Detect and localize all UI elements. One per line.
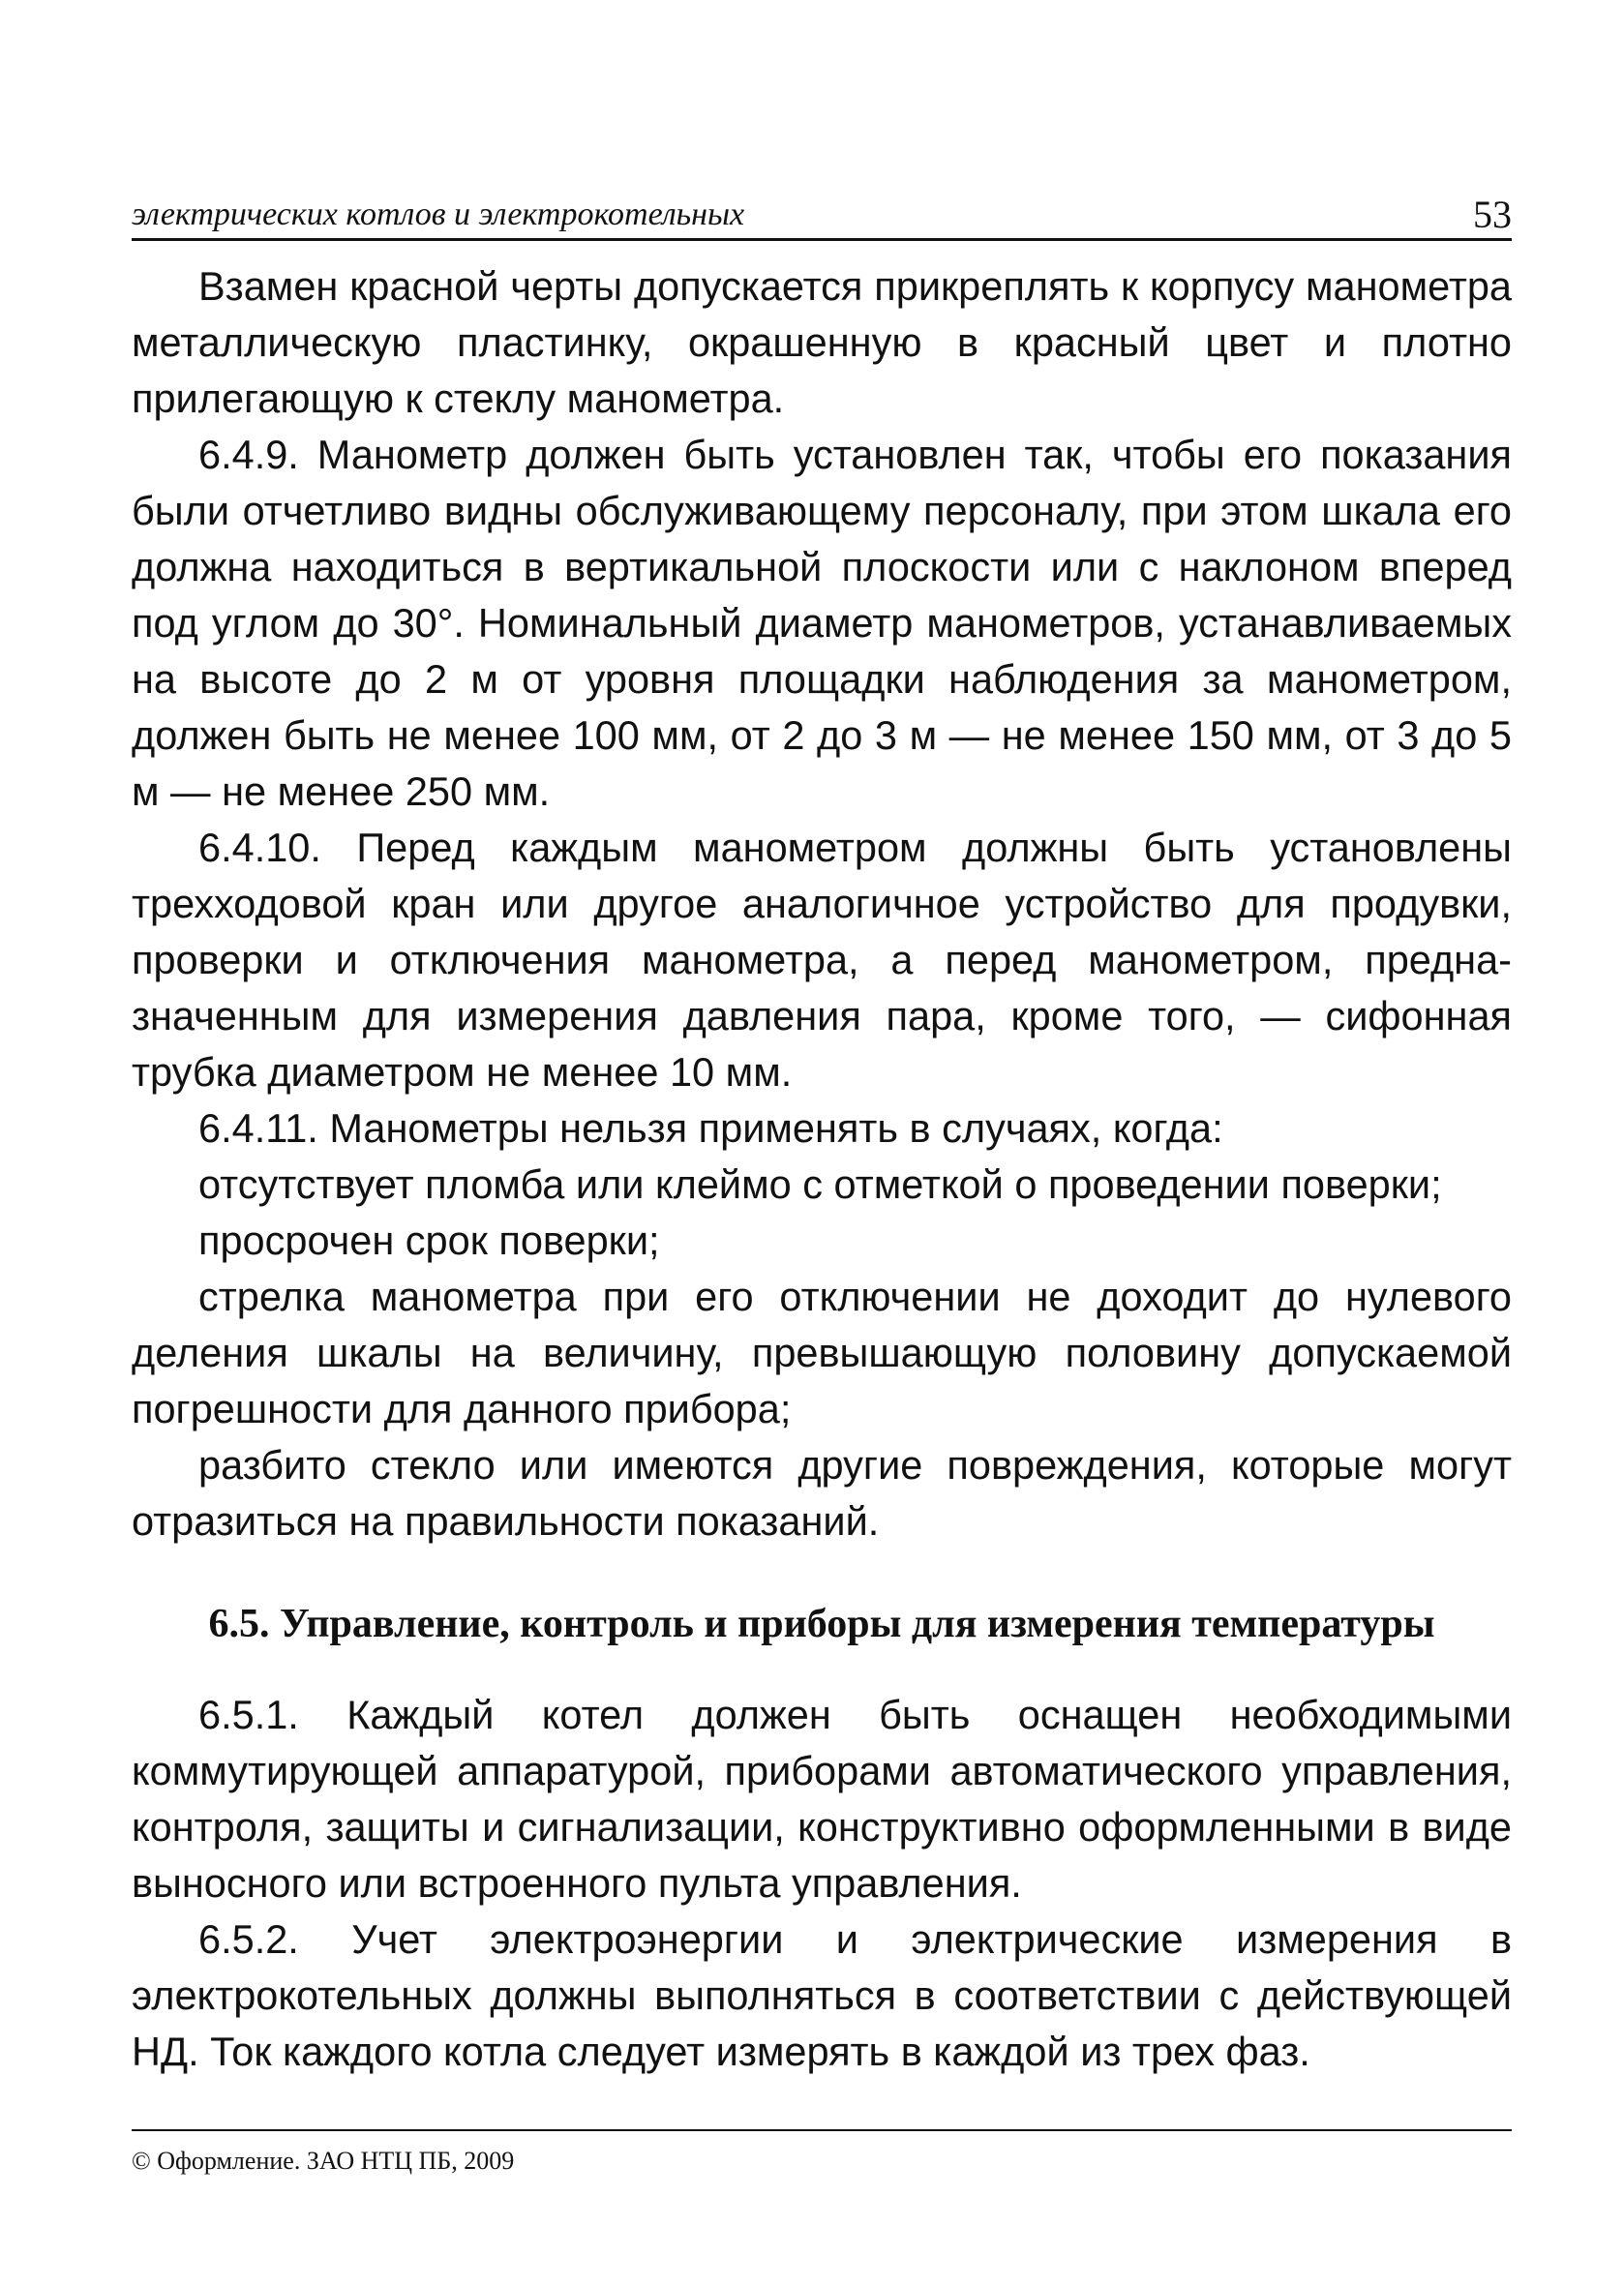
list-item: разбито стекло или имеются другие повреждения, которые могут отразиться на правильности показаний.	[132, 1442, 1512, 1544]
page-number: 53	[1473, 193, 1512, 236]
paragraph: 6.5.2. Учет электроэнергии и электрические измерения в электрокотельных должны выполняться в соответствии с действующей НД. Ток каждого котла следует измерять в каждой из трех фаз.	[132, 1916, 1512, 2074]
paragraph: Взамен красной черты допускается прикреплять к корпусу манометра металлическую пластинку, окрашенную в красный цвет и плотно прилегающую к стеклу манометра.	[132, 263, 1512, 421]
paragraph: 6.5.1. Каждый котел должен быть оснащен необходимыми коммутирующей аппаратурой, приборами автоматического управления, контроля, защиты и сигнализации, конструктивно оформленными в виде выносного или встроенного пульта управления.	[132, 1692, 1512, 1906]
page-footer	[132, 2129, 1512, 2176]
document-page	[132, 184, 1512, 2080]
body-text	[132, 258, 1512, 2080]
section-heading: 6.5. Управление, контроль и приборы для измерения температуры	[208, 1602, 1435, 1646]
running-header	[132, 184, 1512, 241]
copyright-note: © Оформление. ЗАО НТЦ ПБ, 2009	[132, 2147, 515, 2175]
paragraph: 6.4.11. Манометры нельзя применять в случаях, когда:	[198, 1105, 1223, 1151]
list-item: стрелка манометра при его отключении не доходит до нулевого деления шкалы на величину, превышающую половину допускаемой погрешности для данного прибора;	[132, 1274, 1512, 1431]
list-item: просрочен срок поверки;	[198, 1218, 660, 1263]
paragraph: 6.4.10. Перед каждым манометром должны быть установлены трехходовой кран или другое аналогичное устройство для продувки, проверки и отключения манометра, а перед манометром, предназначенным для измерения давления пара, кроме того, — сифонная трубка диаметром не менее 10 мм.	[132, 825, 1512, 1095]
list-item: отсутствует пломба или клеймо с отметкой о проведении поверки;	[198, 1161, 1442, 1207]
running-title: электрических котлов и электрокотельных	[132, 196, 745, 232]
paragraph: 6.4.9. Манометр должен быть установлен так, чтобы его показания были отчетливо видны обслуживающему персоналу, при этом шкала его должна находиться в вертикальной плоскости или с наклоном вперед под углом до 30°. Номинальный диаметр манометров, устанавливаемых на высоте до 2 м от уровня площадки наблюдения за манометром, должен быть не менее 100 мм, от 2 до 3 м — не менее 150 мм, от 3 до 5 м — не менее 250 мм.	[132, 432, 1512, 814]
